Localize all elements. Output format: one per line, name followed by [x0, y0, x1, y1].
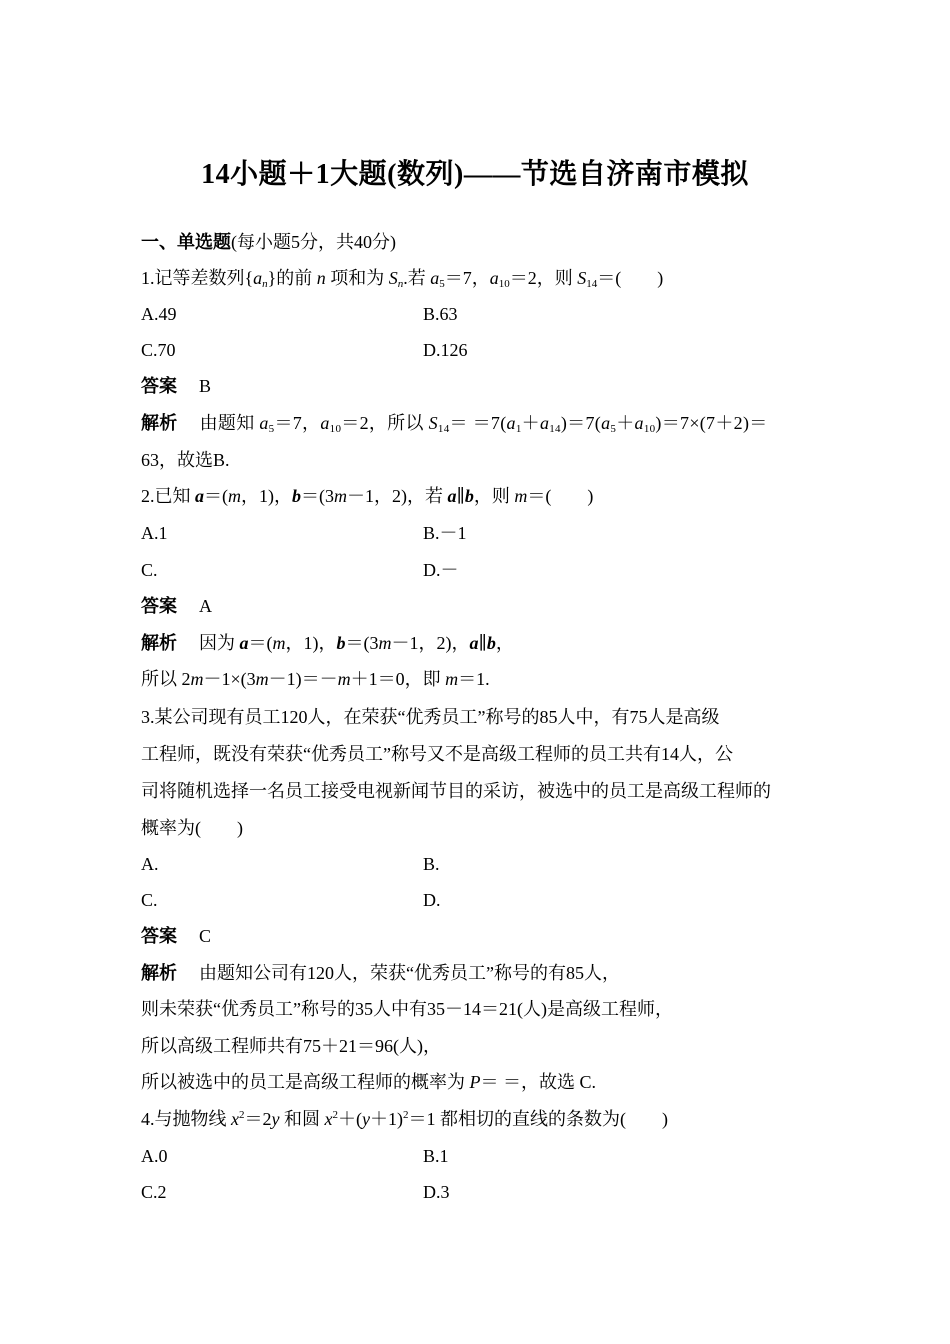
question-2-stem: 2.已知 a＝(m，1)，b＝(3m－1，2)，若 a∥b，则 m＝( ) [141, 486, 594, 506]
q1-answer-value: B [199, 376, 212, 396]
answer-label: 答案 [141, 926, 177, 946]
q3-analysis-line4: 所以被选中的员工是高级工程师的概率为 P＝ ＝，故选 C. [141, 1072, 597, 1092]
q3-stem-line3: 司将随机选择一名员工接受电视新闻节目的采访，被选中的员工是高级工程师的 [141, 781, 771, 801]
q4-option-c: C.2 [141, 1182, 167, 1202]
q2-analysis-line2: 所以 2m－1×(3m－1)＝－m＋1＝0，即 m＝1. [141, 669, 490, 689]
q3-option-b: B. [423, 854, 440, 874]
analysis-label: 解析 [141, 413, 178, 433]
q3-analysis-line3: 所以高级工程师共有75＋21＝96(人)， [141, 1036, 441, 1056]
section-heading [141, 230, 396, 254]
q3-analysis-line2: 则未荣获“优秀员工”称号的35人中有35－14＝21(人)是高级工程师， [141, 999, 673, 1019]
q3-analysis [141, 961, 620, 985]
q3-answer-value: C [199, 926, 212, 946]
q1-option-c: C.70 [141, 340, 176, 360]
q1-answer [141, 374, 211, 398]
page-title: 14小题＋1大题(数列)——节选自济南市模拟 [201, 159, 749, 190]
section-title: 一、单选题 [141, 232, 231, 252]
q4-option-a: A.0 [141, 1146, 168, 1166]
q1-analysis: 解析 由题知 $a_5=7$，$a_{10}=2$，所以 $S_{14}= =7(a_1+a_{14})=7(a_5+a_{10})=7\times(7+2)=$ [141, 413, 768, 435]
q4-option-b: B.1 [423, 1146, 449, 1166]
q3-answer [141, 924, 211, 948]
q2-answer [141, 594, 212, 618]
question-4-stem: 4.与抛物线 $x^2=2y$ 和圆 $x^2+(y+1)^2=1$ 都相切的直线的条数为( ) [141, 1109, 668, 1129]
question-1-stem: 1.记等差数列$\{a_n\}$的前 n 项和为 $S_n$.若 $a_5=7$，$a_{10}=2$，则 $S_{14}=$( ) [141, 268, 664, 290]
q1-analysis-end: 63，故选B. [141, 450, 230, 470]
q1-option-d: D.126 [423, 340, 468, 360]
q4-option-d: D.3 [423, 1182, 450, 1202]
q3-option-d: D. [423, 890, 441, 910]
q2-option-d: D.－ [423, 560, 459, 580]
section-note: (每小题5分，共40分) [231, 232, 396, 252]
q2-analysis: 解析 因为 a＝(m，1)，b＝(3m－1，2)，a∥b， [141, 633, 514, 653]
q2-option-a: A.1 [141, 523, 168, 543]
q3-stem-line1: 3.某公司现有员工120人，在荣获“优秀员工”称号的85人中，有75人是高级 [141, 707, 720, 727]
q2-option-c: C. [141, 560, 158, 580]
q1-option-b: B.63 [423, 304, 458, 324]
q3-option-c: C. [141, 890, 158, 910]
q1-option-a: A.49 [141, 304, 177, 324]
q2-option-b: B.－1 [423, 523, 467, 543]
q3-option-a: A. [141, 854, 159, 874]
q3-analysis-line1: 由题知公司有120人，荣获“优秀员工”称号的有85人， [199, 963, 620, 983]
q2-answer-value: A [199, 596, 212, 616]
answer-label: 答案 [141, 596, 177, 616]
answer-label: 答案 [141, 376, 177, 396]
analysis-label: 解析 [141, 633, 177, 653]
analysis-label: 解析 [141, 963, 177, 983]
q3-stem-line4: 概率为( ) [141, 818, 243, 838]
q3-stem-line2: 工程师，既没有荣获“优秀员工”称号又不是高级工程师的员工共有14人，公 [141, 744, 733, 764]
